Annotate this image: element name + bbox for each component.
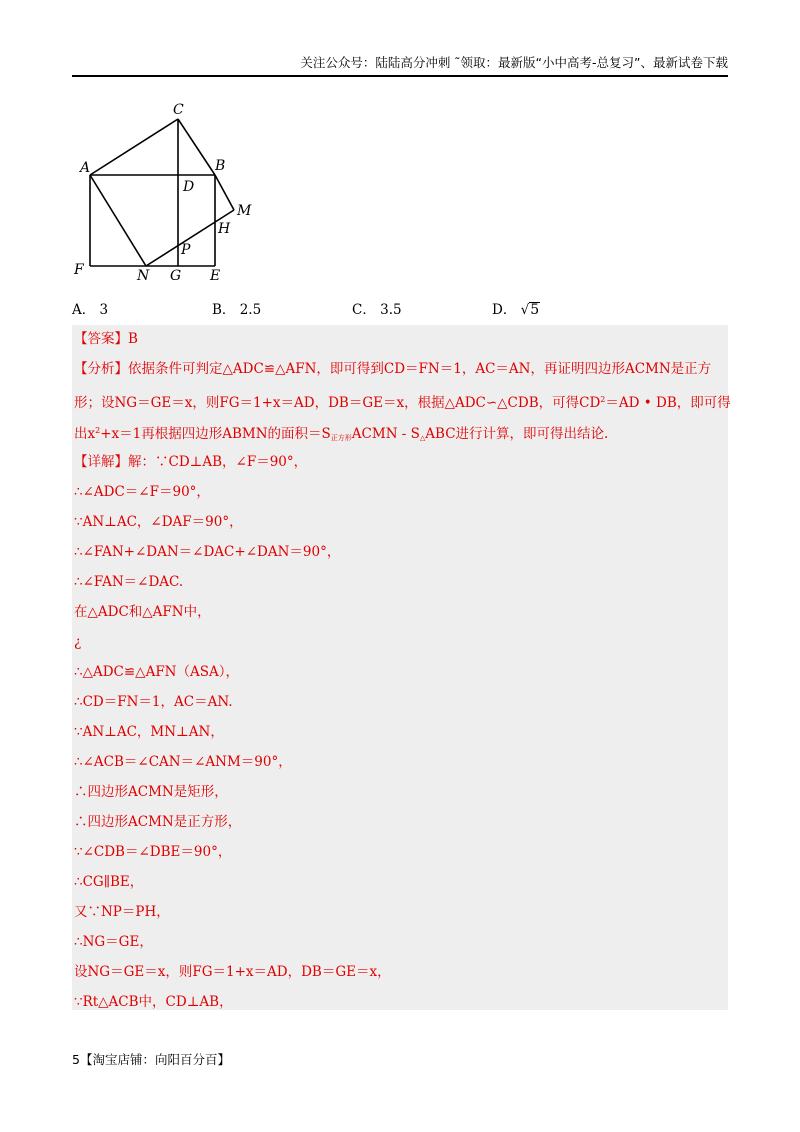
analysis-line-2-a: 形；设NG＝GE＝x，则FG＝1+x＝AD，DB＝GE＝x，根据△ADC∽△CDB，可得CD [74, 395, 601, 411]
detail-line-10: ∵AN⊥AC，MN⊥AN， [74, 724, 224, 740]
segment-bm [215, 175, 234, 210]
analysis-line-3-sup: 2 [95, 426, 101, 435]
analysis-line-3-b: +x＝1再根据四边形ABMN的面积＝S [100, 426, 331, 442]
detail-line-16: 又∵NP＝PH， [74, 904, 170, 920]
option-b: B． 2.5 [212, 302, 262, 318]
detail-line-6: 在△ADC和△AFN中， [74, 604, 211, 620]
label-g: G [170, 268, 182, 284]
detail-line-8: ∴△ADC≌△AFN（ASA）， [74, 664, 239, 680]
analysis-line-1: 【分析】依据条件可判定△ADC≌△AFN，即可得到CD＝FN＝1，AC＝AN，再证明四边形ACMN是正方 [74, 361, 712, 377]
option-d [492, 298, 540, 318]
detail-line-5: ∴∠FAN＝∠DAC. [74, 574, 184, 590]
segment-ac [90, 119, 178, 175]
analysis-line-3-a: 出x [74, 426, 96, 442]
analysis-line-2-b: ＝AD • DB，即可得 [605, 395, 731, 411]
option-c: C． 3.5 [352, 302, 402, 318]
label-c: C [173, 102, 184, 118]
geometry-figure [70, 98, 270, 288]
detail-line-14: ∵∠CDB＝∠DBE＝90°， [74, 844, 232, 860]
detail-line-2: ∴∠ADC＝∠F＝90°， [74, 484, 210, 500]
detail-line-9: ∴CD＝FN＝1，AC＝AN. [74, 694, 233, 710]
detail-line-18: 设NG＝GE＝x，则FG＝1+x＝AD，DB＝GE＝x， [74, 964, 391, 980]
label-e: E [210, 268, 221, 284]
analysis-line-3-sub1: 正方形 [330, 434, 352, 442]
page-header [72, 55, 728, 77]
label-n: N [137, 268, 150, 284]
analysis-line-3-c: ACMN - S [351, 426, 420, 442]
label-h: H [218, 221, 231, 237]
label-f: F [74, 262, 84, 278]
label-d: D [183, 179, 195, 195]
footer-text: 5【淘宝店铺：向阳百分百】 [72, 1052, 230, 1067]
answer-line: 【答案】B [74, 331, 138, 347]
option-d-prefix: D． [492, 302, 521, 318]
segment-cb [178, 119, 215, 175]
option-a: A． 3 [72, 302, 109, 318]
analysis-line-3 [74, 422, 608, 447]
detail-line-4: ∴∠FAN+∠DAN＝∠DAC+∠DAN＝90°， [74, 544, 341, 560]
radical-sign: √ [520, 302, 530, 318]
detail-line-19: ∵Rt△ACB中，CD⊥AB， [74, 994, 233, 1010]
analysis-line-3-d: ABC进行计算，即可得出结论. [425, 426, 609, 442]
detail-line-12: ∴四边形ACMN是矩形， [74, 784, 228, 800]
header-text: 关注公众号：陆陆高分冲刺 ˜领取：最新版“小中高考-总复习”、最新试卷下载 [300, 55, 728, 70]
geometry-diagram [70, 98, 270, 288]
detail-line-17: ∴NG＝GE， [74, 934, 153, 950]
analysis-line-2 [74, 391, 731, 412]
label-a: A [80, 160, 91, 176]
detail-line-7: ¿ [74, 634, 82, 650]
detail-line-15: ∴CG∥BE， [74, 874, 144, 890]
detail-line-3: ∵AN⊥AC，∠DAF＝90°， [74, 514, 243, 530]
label-p: P [181, 242, 191, 258]
answer-options [72, 298, 672, 318]
label-m: M [237, 203, 252, 219]
analysis-line-3-sub2: △ [419, 434, 426, 442]
detail-line-1: 【详解】解：∵CD⊥AB，∠F＝90°， [74, 454, 308, 470]
option-d-radicand: 5 [530, 302, 540, 318]
detail-line-13: ∴四边形ACMN是正方形， [74, 814, 242, 830]
page-footer [72, 1050, 230, 1068]
analysis-line-2-sup: 2 [600, 395, 606, 404]
label-b: B [215, 158, 226, 174]
segment-an [90, 175, 146, 266]
detail-line-11: ∴∠ACB＝∠CAN＝∠ANM＝90°， [74, 754, 292, 770]
